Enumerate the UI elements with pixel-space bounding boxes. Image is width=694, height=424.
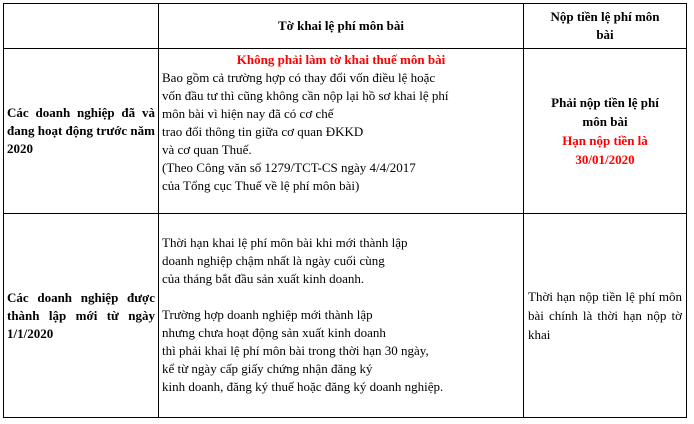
row2-para2-line: thì phải khai lệ phí môn bài trong thời hạn 30 ngày, xyxy=(162,342,429,358)
table-header-row xyxy=(4,4,687,49)
row1-pay-line2: môn bài xyxy=(582,114,628,129)
table-row xyxy=(4,49,687,214)
row1-deadline-line1: Hạn nộp tiền là xyxy=(562,133,648,148)
row2-para1-line: doanh nghiệp chậm nhất là ngày cuối cùng xyxy=(162,252,385,268)
header-empty-cell xyxy=(4,4,159,49)
row1-line: của Tổng cục Thuế về lệ phí môn bài) xyxy=(162,178,360,193)
table-row xyxy=(4,214,687,418)
license-fee-table xyxy=(3,3,687,418)
row1-label: Các doanh nghiệp đã và đang hoạt động trước năm 2020 xyxy=(4,49,159,214)
row2-para1-line: của tháng bắt đầu sản xuất kinh doanh. xyxy=(162,270,365,286)
row1-declaration-cell xyxy=(159,49,524,214)
row2-para1-line: Thời hạn khai lệ phí môn bài khi mới thành lập xyxy=(162,234,408,250)
row2-para2-line: kể từ ngày cấp giấy chứng nhận đăng ký xyxy=(162,360,373,376)
row1-line: trao đổi thông tin giữa cơ quan ĐKKD xyxy=(162,124,364,139)
row1-line: vốn đầu tư thì cũng không cần nộp lại hồ sơ khai lệ phí xyxy=(162,88,449,103)
row2-para2-line: nhưng chưa hoạt động sản xuất kinh doanh xyxy=(162,324,386,340)
row2-para2-line: Trường hợp doanh nghiệp mới thành lập xyxy=(162,306,373,322)
row1-line: môn bài vì hiện nay đã có cơ chế xyxy=(162,106,334,121)
row1-payment-cell xyxy=(524,49,687,214)
row1-line: Bao gồm cả trường hợp có thay đổi vốn điều lệ hoặc xyxy=(162,70,436,85)
row2-label: Các doanh nghiệp được thành lập mới từ ngày 1/1/2020 xyxy=(4,214,159,418)
fee-table-container xyxy=(3,3,687,418)
header-payment xyxy=(524,4,687,49)
row1-pay-line1: Phải nộp tiền lệ phí xyxy=(551,95,659,110)
paragraph-spacer xyxy=(162,288,520,306)
row2-para2-line: kinh doanh, đăng ký thuế hoặc đăng ký doanh nghiệp. xyxy=(162,378,444,394)
row1-line: (Theo Công văn số 1279/TCT-CS ngày 4/4/2017 xyxy=(162,160,416,175)
header-payment-line2: bài xyxy=(596,27,614,42)
row1-red-title: Không phải làm tờ khai thuế môn bài xyxy=(236,52,446,67)
row2-declaration-cell xyxy=(159,214,524,418)
row1-line: và cơ quan Thuế. xyxy=(162,142,252,157)
row2-payment-note: Thời hạn nộp tiền lệ phí môn bài chính là thời hạn nộp tờ khai xyxy=(524,214,687,418)
header-declaration: Tờ khai lệ phí môn bài xyxy=(159,4,524,49)
row1-deadline-line2: 30/01/2020 xyxy=(575,152,635,167)
header-payment-line1: Nộp tiền lệ phí môn xyxy=(550,9,660,24)
